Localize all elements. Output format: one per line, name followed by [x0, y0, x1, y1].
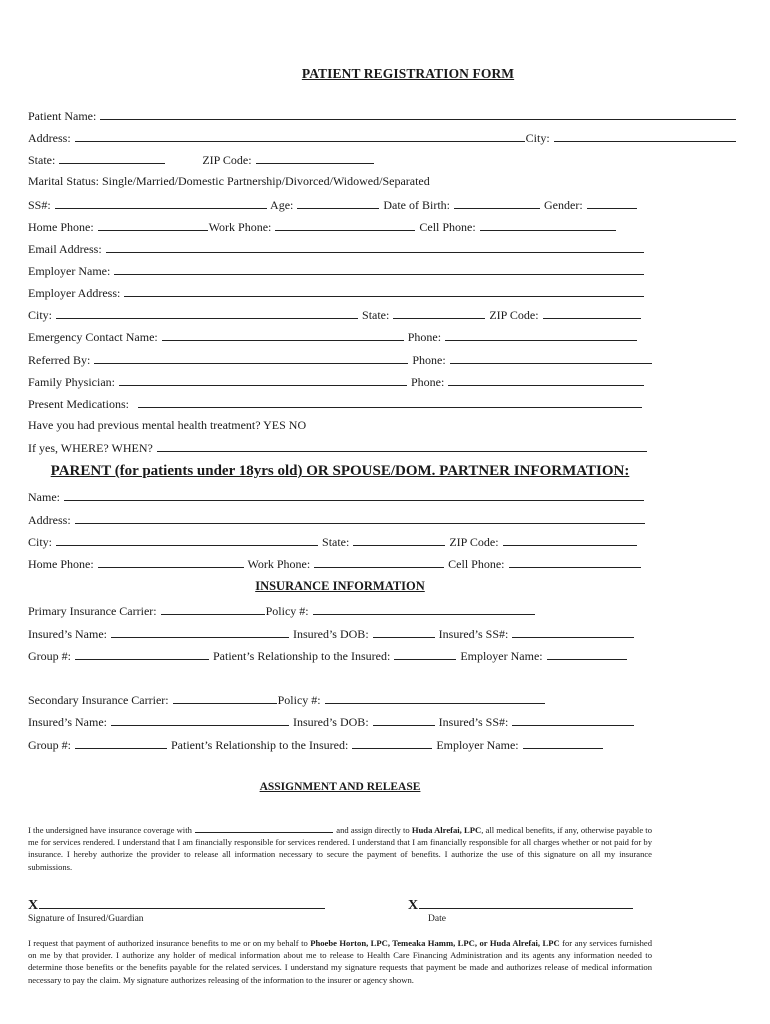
secondary-group-field[interactable]: [75, 737, 167, 749]
referred-phone-field[interactable]: [450, 352, 652, 364]
address-label: Address:: [28, 131, 71, 145]
patient-name-row: [28, 108, 737, 123]
primary-insured-name-label: Insured’s Name:: [28, 627, 107, 641]
ss-label: SS#:: [28, 198, 51, 212]
referred-row: [28, 352, 653, 367]
marital-status: Marital Status: Single/Married/Domestic Partnership/Divorced/Widowed/Separated: [28, 174, 430, 188]
emergency-row: [28, 329, 638, 344]
email-label: Email Address:: [28, 242, 102, 256]
parent-zip-label: ZIP Code:: [449, 535, 499, 549]
parent-state-field[interactable]: [353, 534, 445, 546]
work-phone-label: Work Phone:: [208, 220, 272, 234]
email-field[interactable]: [106, 241, 644, 253]
parent-city-label: City:: [28, 535, 53, 549]
secondary-insured-name-field[interactable]: [111, 714, 289, 726]
ss-age-row: [28, 197, 638, 212]
primary-carrier-row: [28, 603, 536, 618]
parent-home-phone-field[interactable]: [98, 556, 244, 568]
emergency-phone-field[interactable]: [445, 329, 637, 341]
work-phone-field[interactable]: [275, 219, 415, 231]
assignment-text-a: I the undersigned have insurance coverage with: [28, 825, 192, 835]
secondary-relationship-field[interactable]: [352, 737, 432, 749]
employer-name-row: [28, 263, 645, 278]
primary-group-row: [28, 648, 628, 663]
secondary-group-row: [28, 737, 604, 752]
secondary-insured-row: [28, 714, 635, 729]
request-providers: Phoebe Horton, LPC, Temeaka Hamm, LPC, or Huda Alrefai, LPC: [310, 938, 560, 948]
dob-field[interactable]: [454, 197, 540, 209]
primary-carrier-field[interactable]: [161, 603, 265, 615]
cell-phone-label: Cell Phone:: [419, 220, 476, 234]
primary-employer-field[interactable]: [547, 648, 627, 660]
employer-city-label: City:: [28, 308, 53, 322]
parent-state-label: State:: [322, 535, 350, 549]
secondary-carrier-row: [28, 692, 546, 707]
parent-name-row: [28, 489, 645, 504]
employer-city-row: [28, 307, 642, 322]
primary-insured-ss-label: Insured’s SS#:: [438, 627, 509, 641]
employer-address-row: [28, 285, 645, 300]
signature-label: Signature of Insured/Guardian: [28, 914, 144, 924]
parent-home-phone-label: Home Phone:: [28, 557, 94, 571]
gender-field[interactable]: [587, 197, 637, 209]
assignment-provider: Huda Alrefai, LPC: [411, 825, 482, 835]
medications-label: Present Medications:: [28, 397, 129, 411]
secondary-policy-label: Policy #:: [277, 693, 321, 707]
signature-field[interactable]: [39, 896, 325, 909]
cell-phone-field[interactable]: [480, 219, 616, 231]
employer-address-field[interactable]: [124, 285, 644, 297]
patient-name-field[interactable]: [100, 108, 736, 120]
dob-label: Date of Birth:: [383, 198, 451, 212]
secondary-employer-field[interactable]: [523, 737, 603, 749]
primary-group-label: Group #:: [28, 649, 71, 663]
primary-carrier-label: Primary Insurance Carrier:: [28, 604, 157, 618]
emergency-field[interactable]: [162, 329, 404, 341]
insurance-coverage-field[interactable]: [195, 824, 333, 833]
parent-zip-field[interactable]: [503, 534, 637, 546]
if-yes-field[interactable]: [157, 440, 647, 452]
zip-label: ZIP Code:: [202, 153, 252, 167]
signature-x-mark: [28, 896, 326, 914]
ss-field[interactable]: [55, 197, 267, 209]
if-yes-label: If yes, WHERE? WHEN?: [28, 441, 153, 455]
parent-work-phone-label: Work Phone:: [247, 557, 311, 571]
date-x: X: [408, 898, 419, 913]
employer-address-label: Employer Address:: [28, 286, 121, 300]
primary-relationship-field[interactable]: [394, 648, 456, 660]
referred-field[interactable]: [94, 352, 408, 364]
secondary-insured-ss-field[interactable]: [512, 714, 634, 726]
employer-name-label: Employer Name:: [28, 264, 111, 278]
prev-treatment: Have you had previous mental health treatment? YES NO: [28, 418, 307, 432]
primary-relationship-label: Patient’s Relationship to the Insured:: [213, 649, 391, 663]
age-field[interactable]: [297, 197, 379, 209]
zip-field[interactable]: [256, 152, 374, 164]
assignment-text-c: , all medical benefits, if any, otherwise payable to me for services rendered. I understand that I am financially responsible for services rendered. I understand that I am financially responsible for all charges whether or not paid for by insurance. I hereby authorize the provider to release all information necessary to secure the payment of benefits. I authorize the use of this signature on all my insurance submissions.: [28, 825, 652, 872]
physician-field[interactable]: [119, 374, 407, 386]
parent-phones-row: [28, 556, 642, 571]
parent-address-field[interactable]: [75, 512, 645, 524]
parent-address-row: [28, 512, 646, 527]
city-label: City:: [525, 131, 550, 145]
date-field[interactable]: [419, 896, 633, 909]
employer-zip-label: ZIP Code:: [489, 308, 539, 322]
secondary-carrier-label: Secondary Insurance Carrier:: [28, 693, 169, 707]
secondary-insured-dob-field[interactable]: [373, 714, 435, 726]
assignment-heading: ASSIGNMENT AND RELEASE: [259, 781, 421, 793]
request-text-a: I request that payment of authorized insurance benefits to me or on my behalf to: [28, 938, 308, 948]
referred-phone-label: Phone:: [412, 353, 446, 367]
insurance-heading: INSURANCE INFORMATION: [255, 579, 425, 593]
date-x-mark: [408, 896, 634, 914]
date-label: Date: [428, 914, 446, 924]
parent-heading: PARENT (for patients under 18yrs old) OR SPOUSE/DOM. PARTNER INFORMATION:: [50, 463, 630, 479]
address-row: [28, 130, 737, 145]
employer-name-field[interactable]: [114, 263, 644, 275]
state-zip-row: [28, 152, 375, 167]
parent-name-field[interactable]: [64, 489, 644, 501]
gender-label: Gender:: [544, 198, 583, 212]
age-label: Age:: [270, 198, 294, 212]
secondary-carrier-field[interactable]: [173, 692, 277, 704]
medications-field[interactable]: [138, 396, 642, 408]
secondary-insured-ss-label: Insured’s SS#:: [438, 715, 509, 729]
referred-label: Referred By:: [28, 353, 91, 367]
secondary-relationship-label: Patient’s Relationship to the Insured:: [171, 738, 349, 752]
assignment-paragraph: [28, 824, 652, 873]
parent-city-row: [28, 534, 638, 549]
home-phone-label: Home Phone:: [28, 220, 94, 234]
email-row: [28, 241, 645, 256]
primary-insured-name-field[interactable]: [111, 626, 289, 638]
secondary-group-label: Group #:: [28, 738, 71, 752]
secondary-insured-dob-label: Insured’s DOB:: [292, 715, 369, 729]
emergency-phone-label: Phone:: [407, 330, 442, 344]
parent-city-field[interactable]: [56, 534, 318, 546]
signature-x: X: [28, 898, 39, 913]
emergency-label: Emergency Contact Name:: [28, 330, 158, 344]
if-yes-row: [28, 440, 648, 455]
primary-insured-dob-field[interactable]: [373, 626, 435, 638]
primary-group-field[interactable]: [75, 648, 209, 660]
patient-name-label: Patient Name:: [28, 109, 97, 123]
primary-policy-label: Policy #:: [265, 604, 309, 618]
physician-phone-label: Phone:: [411, 375, 445, 389]
phones-row: [28, 219, 617, 234]
state-label: State:: [28, 153, 56, 167]
employer-state-field[interactable]: [393, 307, 485, 319]
secondary-employer-label: Employer Name:: [436, 738, 519, 752]
medications-row: [28, 396, 643, 411]
state-field[interactable]: [59, 152, 165, 164]
assignment-text-b: and assign directly to: [336, 825, 410, 835]
parent-work-phone-field[interactable]: [314, 556, 444, 568]
primary-insured-ss-field[interactable]: [512, 626, 634, 638]
physician-label: Family Physician:: [28, 375, 115, 389]
parent-address-label: Address:: [28, 513, 71, 527]
primary-policy-field[interactable]: [313, 603, 535, 615]
home-phone-field[interactable]: [98, 219, 208, 231]
secondary-policy-field[interactable]: [325, 692, 545, 704]
request-text-b: for any services furnished on me by that provider. I authorize any holder of medical information about me to release to Health Care Financing Administration and its agents any information needed to determine those benefits or the benefits payable for the related services. I understand my signature requests that payment be made and authorizes release of medical information necessary to pay the claim. My signature authorizes releasing of the information to the insurer or agency shown.: [28, 938, 652, 985]
primary-insured-row: [28, 626, 635, 641]
employer-zip-field[interactable]: [543, 307, 641, 319]
primary-insured-dob-label: Insured’s DOB:: [292, 627, 369, 641]
request-paragraph: [28, 937, 652, 986]
employer-city-field[interactable]: [56, 307, 358, 319]
parent-cell-phone-field[interactable]: [509, 556, 641, 568]
employer-state-label: State:: [362, 308, 390, 322]
secondary-insured-name-label: Insured’s Name:: [28, 715, 107, 729]
parent-name-label: Name:: [28, 490, 60, 504]
physician-phone-field[interactable]: [448, 374, 644, 386]
parent-cell-phone-label: Cell Phone:: [448, 557, 505, 571]
city-field[interactable]: [554, 130, 736, 142]
form-title: PATIENT REGISTRATION FORM: [301, 66, 515, 81]
primary-employer-label: Employer Name:: [460, 649, 543, 663]
physician-row: [28, 374, 645, 389]
address-field[interactable]: [75, 130, 525, 142]
